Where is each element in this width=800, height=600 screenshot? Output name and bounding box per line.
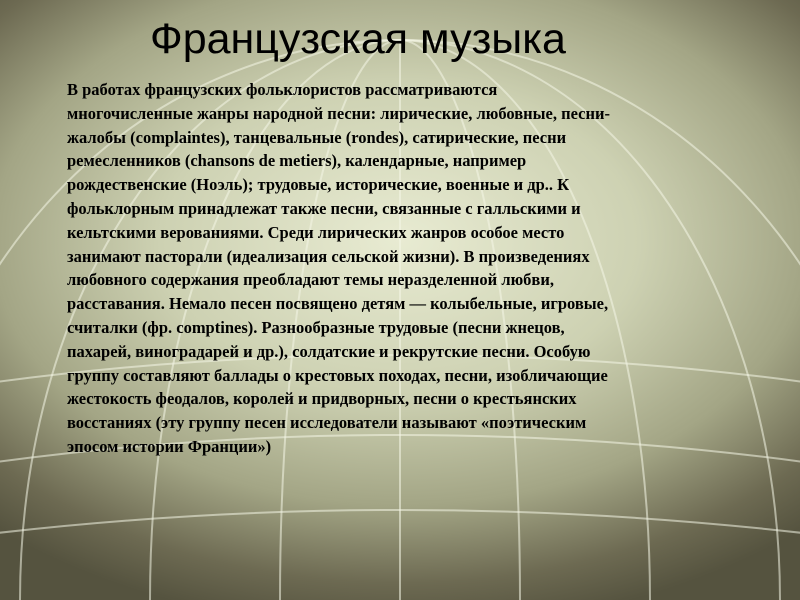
body-line: В работах французских фольклористов рассматриваются [67,80,498,99]
body-line: многочисленные жанры народной песни: лирические, любовные, песни- [67,103,610,123]
body-line: рождественские (Ноэль); трудовые, исторические, военные и др.. К [67,175,570,195]
body-line: группу составляют баллады о крестовых походах, песни, изобличающие [67,365,608,385]
body-line: любовного содержания преобладают темы неразделенной любви, [67,270,554,290]
body-line: жалобы (complaintes), танцевальные (rondes), сатирические, песни [67,127,567,147]
body-line: фольклорным принадлежат также песни, связанные с галльскими и [67,198,581,218]
slide-body-text [67,78,737,459]
body-line: ремесленников (chansons de metiers), календарные, например [67,151,527,171]
body-line: кельтскими верованиями. Среди лирических жанров особое место [67,222,565,242]
body-line: восстаниях (эту группу песен исследователи называют «поэтическим [67,413,587,433]
body-line: занимают пасторали (идеализация сельской жизни). В произведениях [67,246,590,266]
body-line: пахарей, виноградарей и др.), солдатские и рекрутские песни. Особую [67,341,591,361]
body-line: жестокость феодалов, королей и придворных, песни о крестьянских [67,389,577,409]
slide-title: Французская музыка [150,15,566,63]
body-line: расставания. Немало песен посвящено детям — колыбельные, игровые, [67,294,609,314]
body-line: эпосом истории Франции») [67,436,272,456]
body-line: считалки (фр. comptines). Разнообразные трудовые (песни жнецов, [67,317,565,337]
